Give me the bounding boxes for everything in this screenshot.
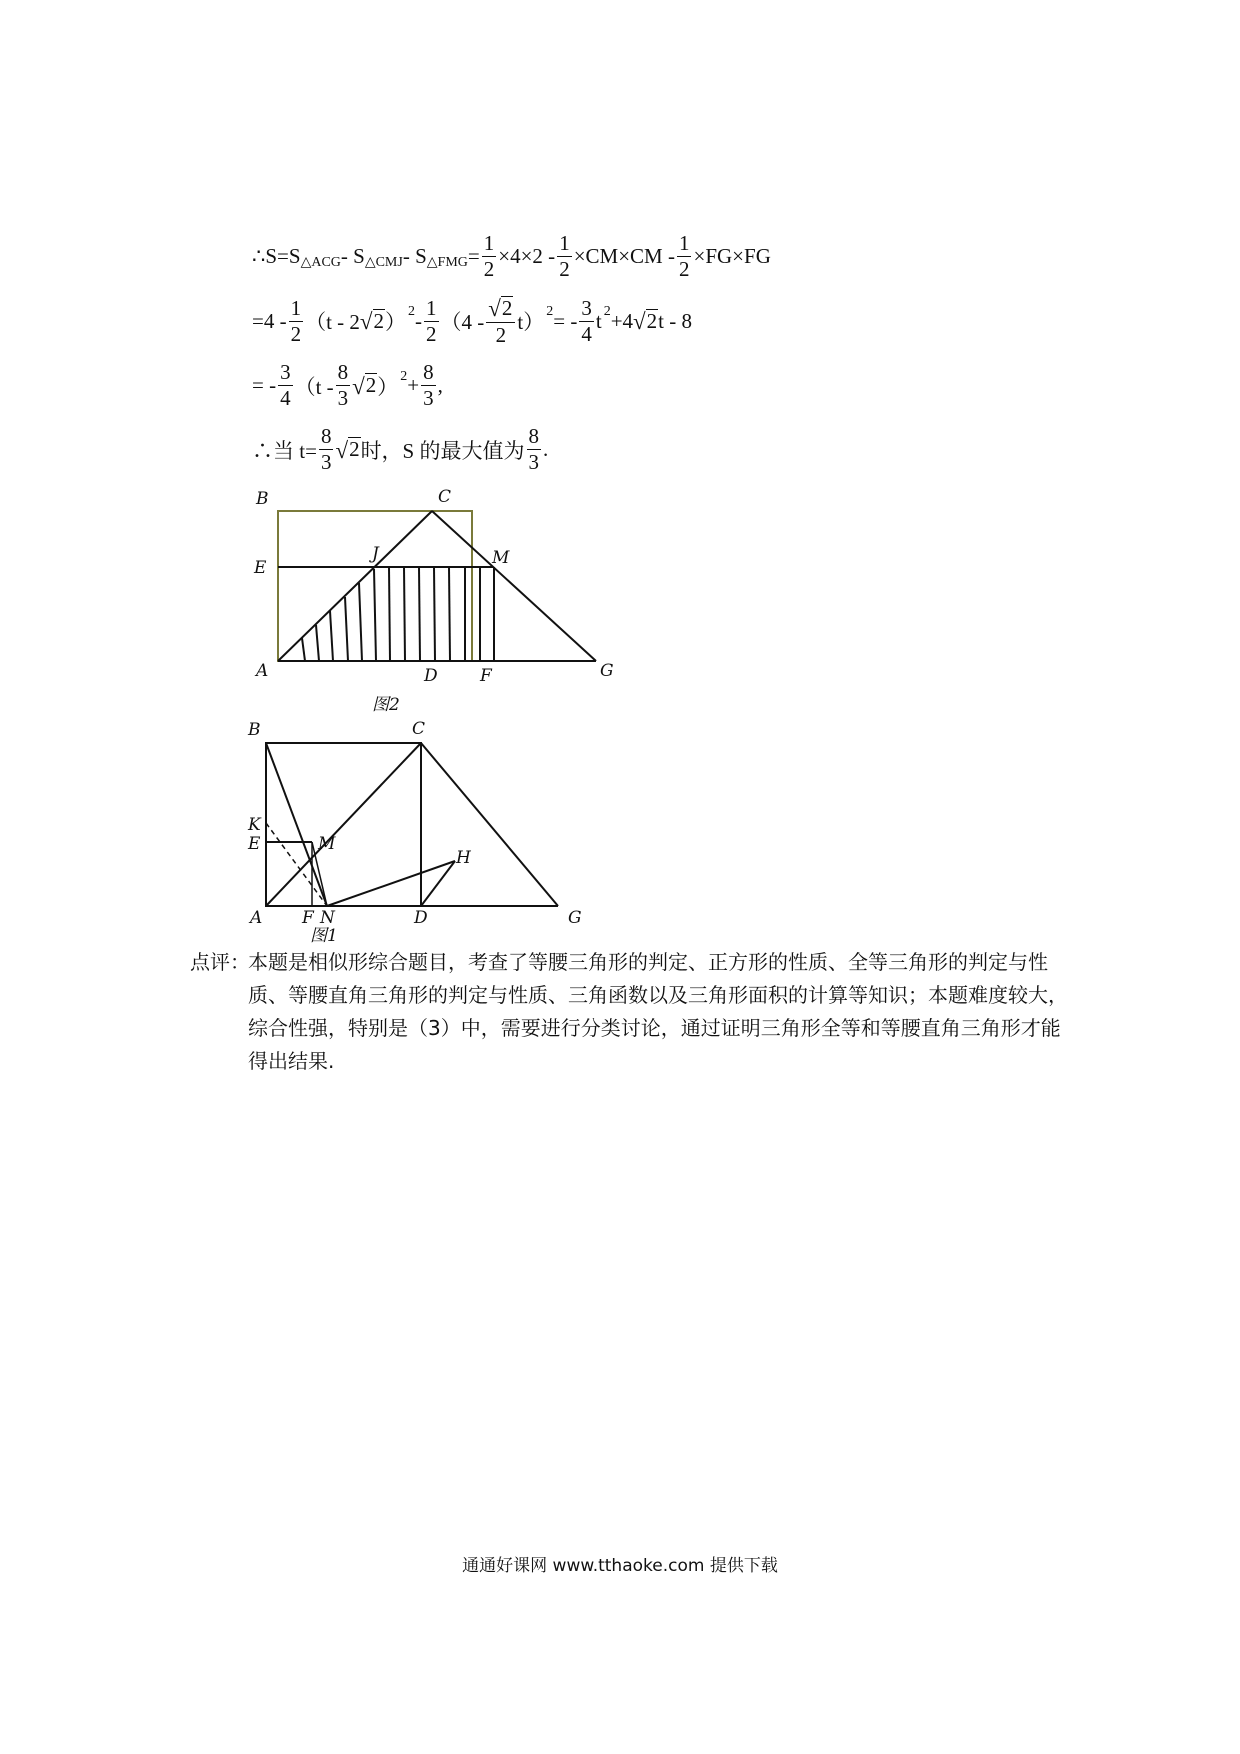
fraction xyxy=(278,362,293,409)
label-c: C xyxy=(438,487,452,507)
text: （t - 2 xyxy=(305,310,360,335)
text: , xyxy=(437,373,443,397)
text: 时，S 的最大值为 xyxy=(360,438,525,463)
numerator: 8 xyxy=(423,360,434,384)
numerator: 1 xyxy=(426,295,437,320)
text: = - xyxy=(553,308,578,333)
radicand: 2 xyxy=(501,296,513,320)
line-nh xyxy=(327,861,455,906)
text: ∴当 t= xyxy=(252,438,317,463)
text: = xyxy=(467,244,480,268)
denominator: 4 xyxy=(280,386,291,410)
label-h: H xyxy=(456,848,471,868)
denominator: 4 xyxy=(581,321,592,346)
text: - S xyxy=(402,244,427,268)
text: ×FG×FG xyxy=(693,244,771,268)
label-c: C xyxy=(412,719,426,739)
line-cg xyxy=(432,511,596,661)
fraction xyxy=(579,295,594,346)
sqrt: √ 2 xyxy=(488,296,513,322)
text: ×CM×CM - xyxy=(573,244,675,268)
label-f: F xyxy=(302,908,314,928)
fraction xyxy=(527,426,542,473)
superscript: 2 xyxy=(603,304,611,320)
label-g: G xyxy=(568,908,582,928)
text: ） xyxy=(377,374,399,399)
radicand: 2 xyxy=(365,373,377,398)
label-d: D xyxy=(424,666,438,686)
denominator: 2 xyxy=(495,323,507,348)
fraction xyxy=(482,233,497,280)
denominator: 3 xyxy=(337,386,349,410)
comment-text: 本题是相似形综合题目，考查了等腰三角形的判定、正方形的性质、全等三角形的判定与性质、等腰直角三角形的判定与性质、三角函数以及三角形面积的计算等知识；本题难度较大，综合性强，特别是（3）中，需要进行分类讨论，通过证明三角形全等和等腰直角三角形才能得出结果. xyxy=(248,950,1068,1073)
label-a: A xyxy=(250,908,263,928)
figure-2-caption: 图2 xyxy=(372,695,400,715)
numerator: 8 xyxy=(528,424,539,448)
text: t xyxy=(595,308,602,333)
denominator: 2 xyxy=(426,321,437,346)
fraction xyxy=(336,362,351,409)
superscript: 2 xyxy=(408,304,416,320)
text: （t - xyxy=(294,374,334,399)
sqrt: √ 2 xyxy=(633,309,658,335)
denominator: 2 xyxy=(678,257,690,281)
label-f: F xyxy=(480,666,492,686)
text: . xyxy=(543,437,549,461)
label-m: M xyxy=(492,548,510,568)
label-b: B xyxy=(256,489,269,509)
denominator: 2 xyxy=(559,257,570,281)
numerator: 8 xyxy=(320,424,332,448)
label-e: E xyxy=(248,834,261,854)
text: ×4×2 - xyxy=(498,244,556,268)
label-e: E xyxy=(254,558,267,578)
superscript: 2 xyxy=(546,304,554,320)
label-k: K xyxy=(248,815,261,835)
text: = - xyxy=(252,373,277,397)
footer-text: 通通好课网 www.tthaoke.com 提供下载 xyxy=(462,1556,778,1576)
text: - S xyxy=(340,244,365,268)
denominator: 2 xyxy=(483,257,495,281)
denominator: 3 xyxy=(423,386,434,410)
label-m: M xyxy=(318,834,336,854)
line-bn xyxy=(266,743,327,906)
comment-label: 点评： xyxy=(190,950,250,974)
numerator: 1 xyxy=(678,231,690,255)
fraction xyxy=(424,295,439,346)
sqrt: √ 2 xyxy=(352,373,377,399)
text: +4 xyxy=(610,308,634,333)
text: ） xyxy=(385,310,407,335)
label-d: D xyxy=(414,908,428,928)
denominator: 2 xyxy=(290,321,302,346)
text: （4 - xyxy=(440,310,485,335)
text: t - 8 xyxy=(658,308,692,333)
figure-1 xyxy=(240,715,620,945)
radicand: 2 xyxy=(373,309,385,333)
label-a: A xyxy=(256,661,269,681)
line-cg xyxy=(421,743,558,906)
comment-section xyxy=(190,946,1070,1078)
fraction xyxy=(319,426,334,473)
fraction xyxy=(677,233,692,280)
subscript: △FMG xyxy=(426,255,468,270)
fraction xyxy=(486,296,515,346)
formula-line-3 xyxy=(252,362,443,409)
numerator: 1 xyxy=(290,295,302,320)
numerator: 3 xyxy=(280,360,291,384)
radicand: 2 xyxy=(646,309,658,333)
subscript: △CMJ xyxy=(364,255,403,270)
figure-1-caption: 图1 xyxy=(310,926,338,945)
text: =4 - xyxy=(252,308,287,333)
denominator: 3 xyxy=(320,450,332,474)
numerator: 1 xyxy=(483,231,495,255)
figure-2 xyxy=(240,485,640,715)
text: - xyxy=(415,308,423,333)
label-b: B xyxy=(248,720,261,740)
text: + xyxy=(407,373,420,397)
numerator: 3 xyxy=(581,295,592,320)
fraction xyxy=(289,295,304,346)
subscript: △ACG xyxy=(300,255,341,270)
label-g: G xyxy=(600,661,614,681)
denominator: 3 xyxy=(528,450,539,474)
radicand: 2 xyxy=(349,437,360,462)
label-j: J xyxy=(372,544,379,564)
text: t） xyxy=(517,310,545,335)
sqrt: √ 2 xyxy=(359,309,385,335)
text: ∴S=S xyxy=(252,244,301,268)
shaded-region xyxy=(302,567,494,661)
formula-line-1 xyxy=(252,233,771,280)
numerator xyxy=(486,296,515,323)
numerator: 8 xyxy=(337,360,349,384)
fraction xyxy=(557,233,572,280)
superscript: 2 xyxy=(400,368,408,384)
label-n: N xyxy=(320,908,335,928)
formula-line-4 xyxy=(252,426,548,473)
sqrt: √ 2 xyxy=(335,437,360,463)
numerator: 1 xyxy=(559,231,570,255)
formula-line-2 xyxy=(252,296,692,346)
fraction xyxy=(421,362,436,409)
